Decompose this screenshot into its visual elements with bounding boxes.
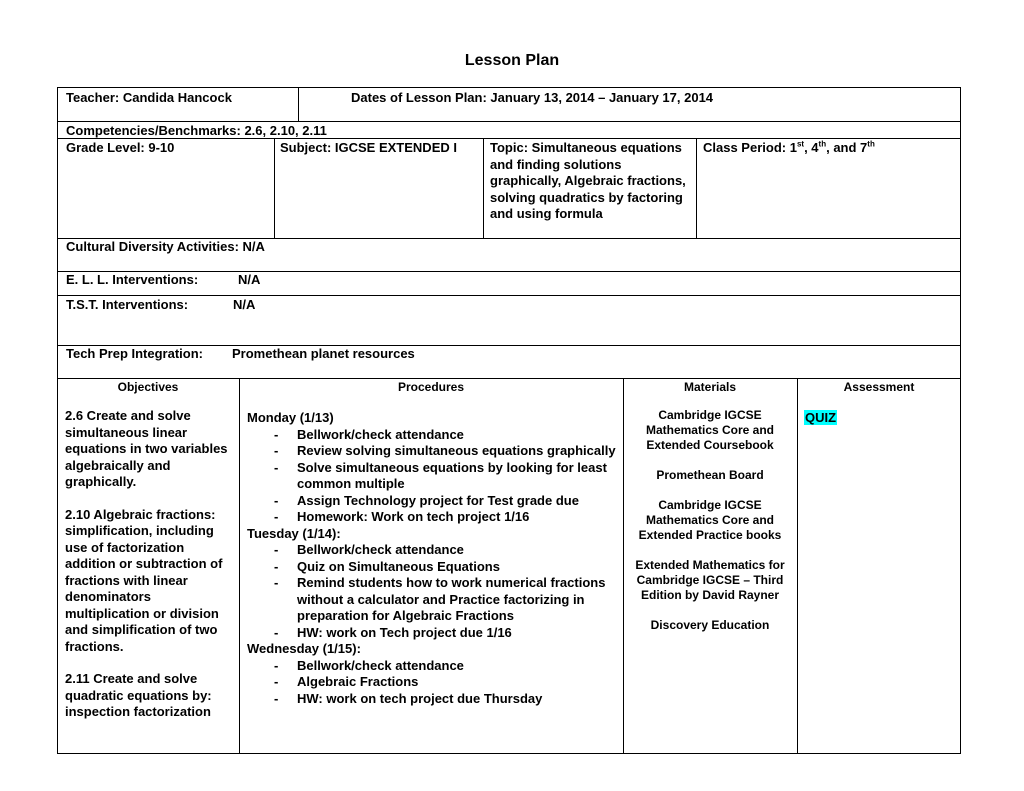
procedure-item: - Bellwork/check attendance xyxy=(247,427,617,444)
tst-value: N/A xyxy=(233,297,256,312)
cultural-diversity: Cultural Diversity Activities: N/A xyxy=(66,239,265,254)
procedure-item: - Quiz on Simultaneous Equations xyxy=(247,559,617,576)
assessment-quiz: QUIZ xyxy=(805,410,837,425)
procedure-day-tuesday: Tuesday (1/14): xyxy=(247,525,341,541)
ell-label: E. L. L. Interventions: xyxy=(66,272,199,287)
tech-prep-value: Promethean planet resources xyxy=(232,346,415,361)
objective-item: 2.10 Algebraic fractions: simplification, including use of factorization addition or subtraction of fractions with linear denominators multiplication or division and simplification of two fractions. xyxy=(65,506,223,654)
objective-item: 2.6 Create and solve simultaneous linear equations in two variables algebraically and graphically. xyxy=(65,408,228,489)
assessment-header: Assessment xyxy=(843,380,915,394)
procedure-item: - HW: work on tech project due Thursday xyxy=(247,691,617,708)
grade-level: Grade Level: 9-10 xyxy=(66,140,175,155)
procedure-item: - Homework: Work on tech project 1/16 xyxy=(247,509,617,526)
page-title: Lesson Plan xyxy=(464,52,560,69)
material-item: Discovery Education xyxy=(650,618,770,632)
ell-value: N/A xyxy=(238,272,261,287)
procedure-item: - Algebraic Fractions xyxy=(247,674,617,691)
competencies-label: Competencies/Benchmarks: 2.6, 2.10, 2.11 xyxy=(66,123,327,138)
procedure-item: - Bellwork/check attendance xyxy=(247,658,617,675)
topic: Topic: Simultaneous equations and finding solutions graphically, Algebraic fractions, solving quadratics by factoring and using formula xyxy=(490,140,686,221)
material-item: Cambridge IGCSE Mathematics Core and Extended Coursebook xyxy=(645,408,775,452)
material-item: Extended Mathematics for Cambridge IGCSE – Third Edition by David Rayner xyxy=(635,558,785,602)
procedure-item: - Assign Technology project for Test grade due xyxy=(247,493,617,510)
tst-label: T.S.T. Interventions: xyxy=(66,297,189,312)
objectives-list xyxy=(65,408,237,737)
objectives-header: Objectives xyxy=(117,380,179,394)
objective-item: 2.11 Create and solve quadratic equations by: inspection factorization xyxy=(65,671,212,719)
procedure-day-monday: Monday (1/13) xyxy=(247,410,334,425)
procedure-item: - Remind students how to work numerical fractions without a calculator and Practice factorizing in preparation for Algebraic Fractions xyxy=(247,575,617,625)
procedure-item: - Review solving simultaneous equations graphically xyxy=(247,443,617,460)
procedures-header: Procedures xyxy=(397,380,465,394)
teacher-label: Teacher: Candida Hancock xyxy=(66,90,232,105)
material-item: Promethean Board xyxy=(656,468,764,482)
procedure-item: - Solve simultaneous equations by looking for least common multiple xyxy=(247,460,617,493)
materials-header: Materials xyxy=(683,380,737,394)
dates-label: Dates of Lesson Plan: January 13, 2014 – January 17, 2014 xyxy=(351,90,714,105)
class-period: Class Period: 1st, 4th, and 7th xyxy=(703,139,875,155)
procedure-day-wednesday: Wednesday (1/15): xyxy=(247,641,361,656)
assessment-cell xyxy=(804,410,837,427)
material-item: Cambridge IGCSE Mathematics Core and Extended Practice books xyxy=(638,498,782,542)
procedure-item: - HW: work on Tech project due 1/16 xyxy=(247,625,617,642)
procedure-item: - Bellwork/check attendance xyxy=(247,542,617,559)
procedures-list xyxy=(247,410,617,707)
subject: Subject: IGCSE EXTENDED I xyxy=(280,140,457,155)
tech-prep-label: Tech Prep Integration: xyxy=(66,346,203,361)
materials-list xyxy=(628,408,792,648)
